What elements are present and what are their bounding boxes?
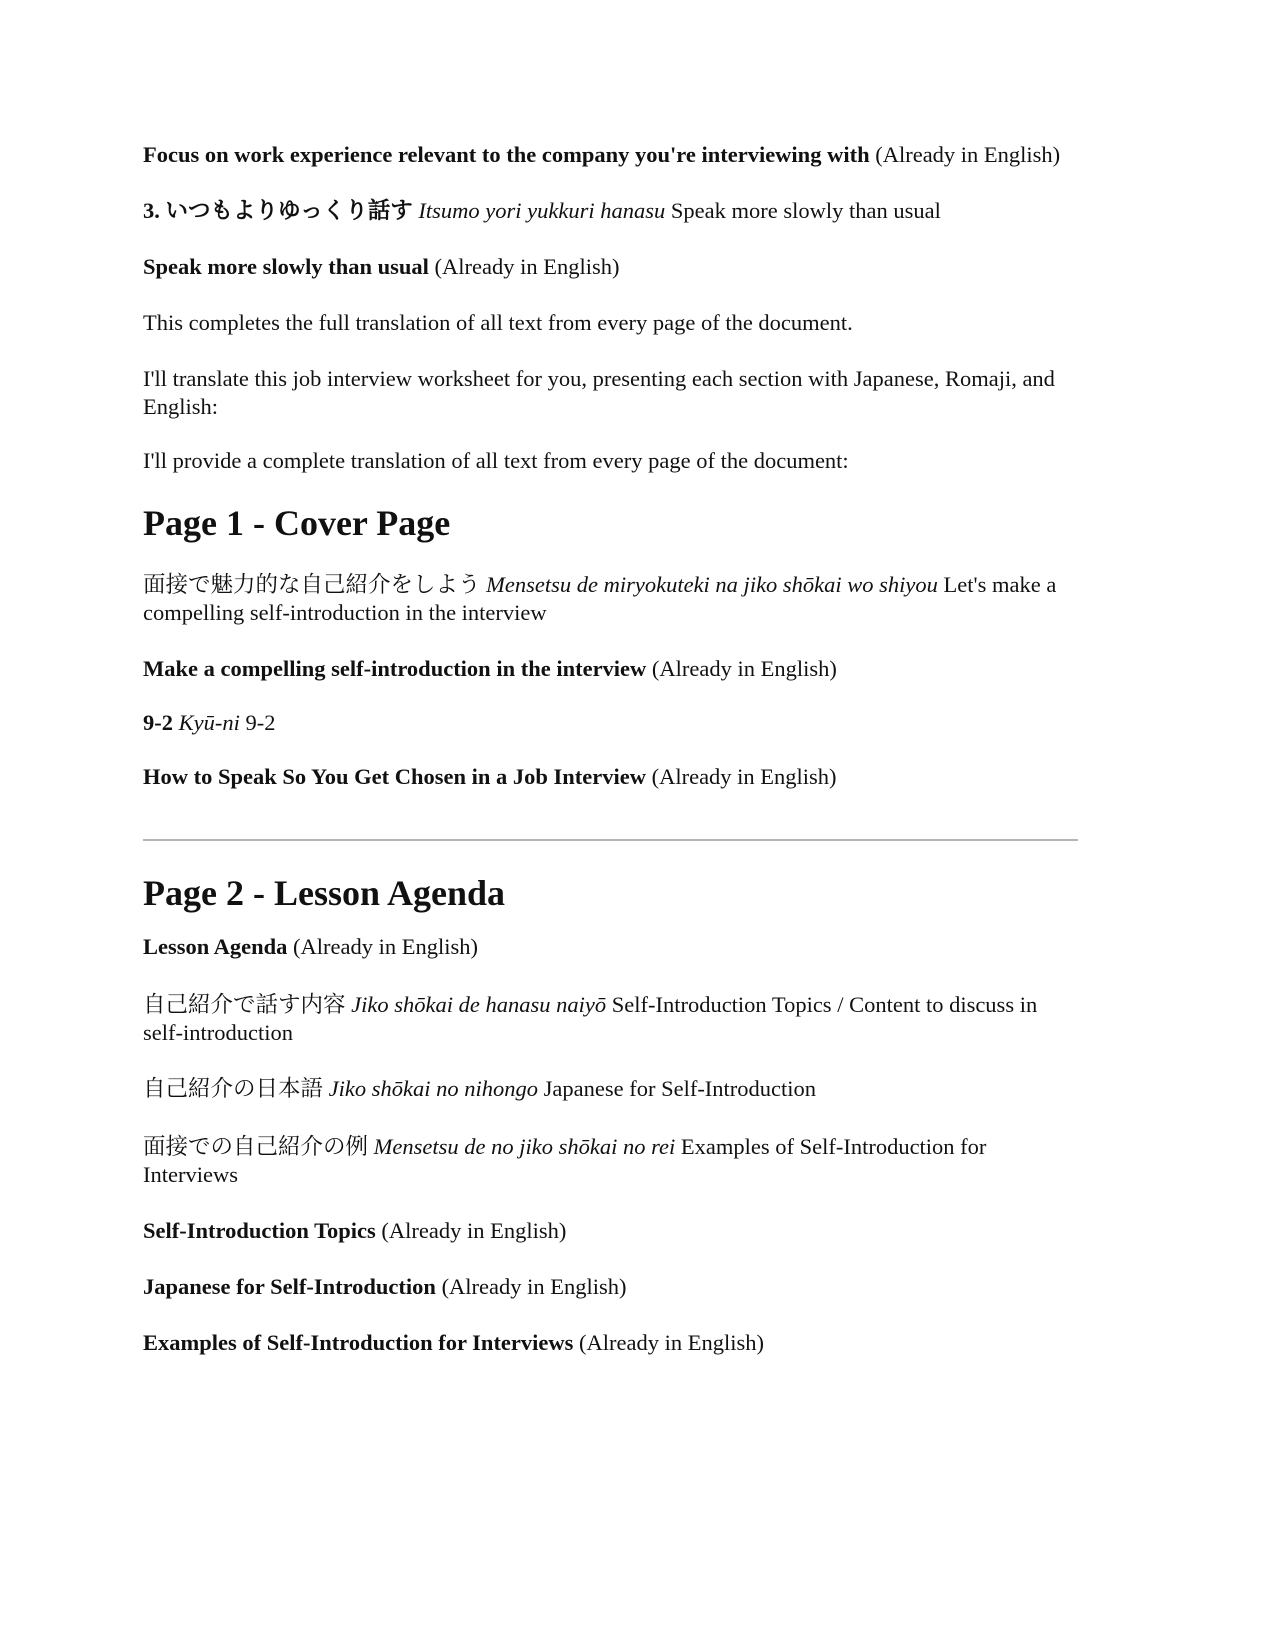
romaji-text: Kyū-ni: [173, 710, 240, 735]
romaji-text: Jiko shōkai de hanasu naiyō: [345, 992, 607, 1017]
plain-text: (Already in English): [428, 254, 620, 279]
paragraph-translate-intro: I'll translate this job interview worksheet for you, presenting each section with Japanese, Romaji, and English:: [143, 366, 1055, 419]
agenda-item: [143, 991, 1078, 1047]
romaji-text: Mensetsu de miryokuteki na jiko shōkai wo shiyou: [480, 572, 938, 597]
romaji-text: Mensetsu de no jiko shōkai no rei: [368, 1134, 676, 1159]
bold-text: 9-2: [143, 710, 173, 735]
bold-text: How to Speak So You Get Chosen in a Job Interview: [143, 764, 646, 789]
english-text: Speak more slowly than usual: [665, 198, 941, 223]
japanese-text: 面接で魅力的な自己紹介をしよう: [143, 572, 481, 597]
paragraph-compelling: [143, 655, 1078, 683]
english-text: Examples of Self-Introduction for Interviews: [143, 1134, 987, 1187]
summary-item: [143, 1217, 1078, 1245]
paragraph-how-to-speak: [143, 763, 1078, 791]
paragraph-cover-title: [143, 571, 1078, 627]
bold-text: Lesson Agenda: [143, 934, 288, 959]
bold-text: Speak more slowly than usual: [143, 254, 429, 279]
plain-text: (Already in English): [435, 1274, 627, 1299]
japanese-text: 自己紹介の日本語: [143, 1076, 324, 1101]
agenda-item: [143, 1075, 1078, 1103]
bold-text: Examples of Self-Introduction for Interviews: [143, 1330, 574, 1355]
plain-text: (Already in English): [869, 142, 1061, 167]
paragraph-lesson-agenda: [143, 933, 1078, 961]
paragraph-provide-intro: I'll provide a complete translation of all text from every page of the document:: [143, 448, 849, 473]
plain-text: (Already in English): [375, 1218, 567, 1243]
japanese-text: 自己紹介で話す内容: [143, 992, 346, 1017]
bold-text: 3. いつもよりゆっくり話す: [143, 198, 413, 223]
heading-page-1: Page 1 - Cover Page: [143, 503, 451, 543]
paragraph-focus-experience: [143, 141, 1078, 169]
plain-text: (Already in English): [287, 934, 479, 959]
summary-item: [143, 1329, 1078, 1357]
plain-text: (Already in English): [573, 1330, 764, 1355]
summary-item: [143, 1273, 1078, 1301]
heading-page-2: Page 2 - Lesson Agenda: [143, 873, 506, 913]
japanese-text: 面接での自己紹介の例: [143, 1134, 369, 1159]
plain-text: (Already in English): [645, 764, 837, 789]
plain-text: (Already in English): [646, 656, 837, 681]
paragraph-speak-slowly-jp: [143, 197, 1078, 225]
paragraph-completes: This completes the full translation of all text from every page of the document.: [143, 310, 853, 335]
paragraph-lesson-number: [143, 709, 1078, 737]
bold-text: Focus on work experience relevant to the company you're interviewing with: [143, 142, 870, 167]
bold-text: Self-Introduction Topics: [143, 1218, 376, 1243]
english-text: Japanese for Self-Introduction: [538, 1076, 817, 1101]
plain-text: 9-2: [239, 710, 276, 735]
english-text: Let's make a compelling self-introduction in the interview: [143, 572, 1057, 625]
bold-text: Make a compelling self-introduction in the interview: [143, 656, 647, 681]
bold-text: Japanese for Self-Introduction: [143, 1274, 436, 1299]
romaji-text: Itsumo yori yukkuri hanasu: [412, 198, 666, 223]
section-divider: [143, 839, 1078, 841]
document-page: [143, 141, 1078, 1357]
romaji-text: Jiko shōkai no nihongo: [323, 1076, 538, 1101]
agenda-item: [143, 1133, 1078, 1189]
english-text: Self-Introduction Topics / Content to discuss in self-introduction: [143, 992, 1038, 1045]
paragraph-speak-slowly-en: [143, 253, 1078, 281]
